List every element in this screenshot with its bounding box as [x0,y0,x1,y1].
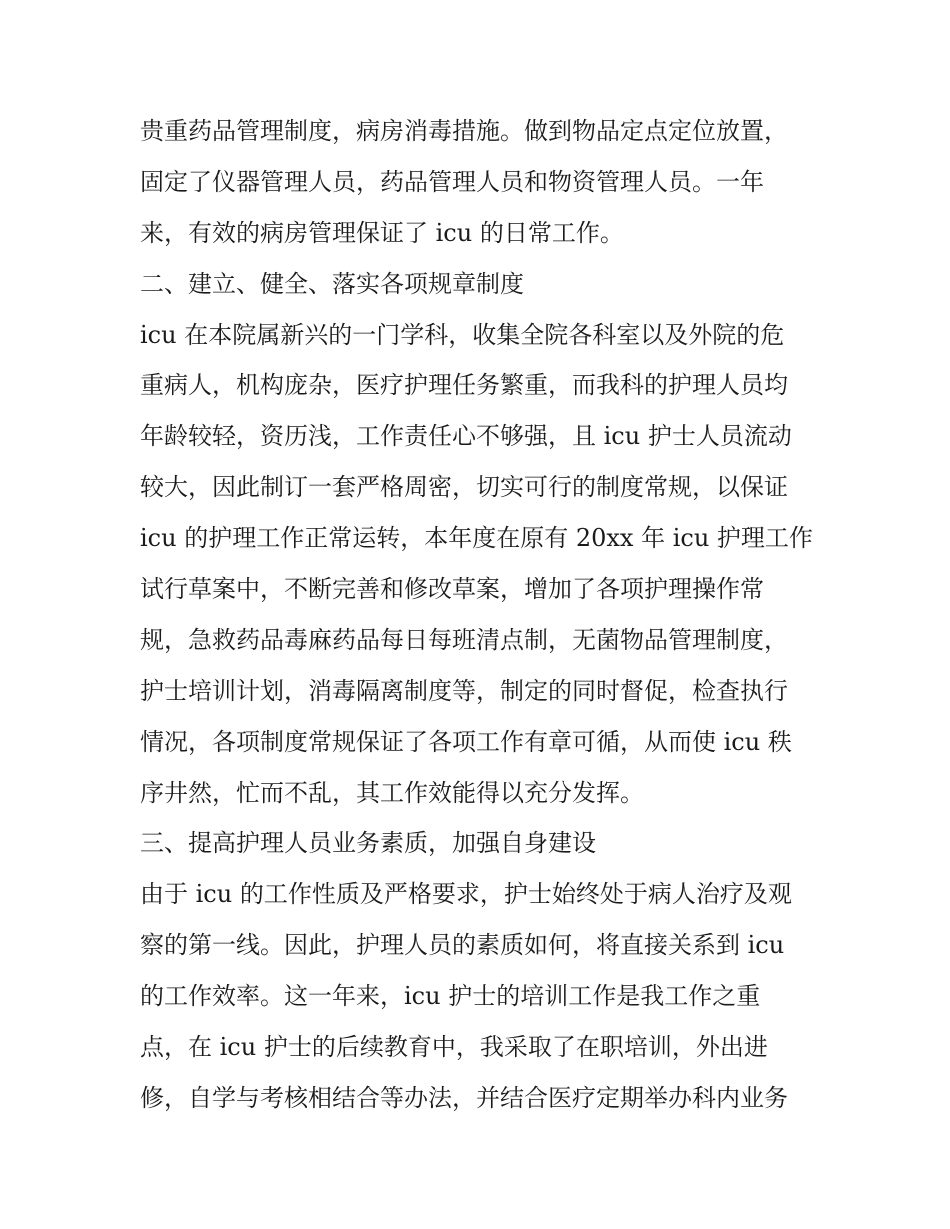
text-line: 的工作效率。这一年来，icu 护士的培训工作是我工作之重 [140,982,761,1011]
section-heading: 二、建立、健全、落实各项规章制度 [140,269,524,298]
text-line: icu 在本院属新兴的一门学科，收集全院各科室以及外院的危 [140,320,785,349]
text-line: 点，在 icu 护士的后续教育中，我采取了在职培训，外出进 [140,1033,768,1062]
text-line: 察的第一线。因此，护理人员的素质如何，将直接关系到 icu [140,931,785,960]
text-line: 贵重药品管理制度，病房消毒措施。做到物品定点定位放置， [140,117,788,145]
text-line: 来，有效的病房管理保证了 icu 的日常工作。 [140,218,624,247]
text-line: 修，自学与考核相结合等办法，并结合医疗定期举办科内业务 [140,1083,788,1112]
section-heading: 三、提高护理人员业务素质，加强自身建设 [140,829,596,858]
text-line: 试行草案中，不断完善和修改草案，增加了各项护理操作常 [140,575,764,604]
text-line: 重病人，机构庞杂，医疗护理任务繁重，而我科的护理人员均 [140,371,788,400]
text-line: 较大，因此制订一套严格周密，切实可行的制度常规，以保证 [140,473,788,502]
text-line: 由于 icu 的工作性质及严格要求，护士始终处于病人治疗及观 [140,880,792,909]
text-line: 规，急救药品毒麻药品每日每班清点制，无菌物品管理制度， [140,625,788,654]
document-body [140,106,820,1124]
text-line: 护士培训计划，消毒隔离制度等，制定的同时督促，检查执行 [140,676,788,705]
text-line: icu 的护理工作正常运转，本年度在原有 20xx 年 icu 护理工作 [140,524,813,553]
text-line: 情况，各项制度常规保证了各项工作有章可循，从而使 icu 秩 [140,727,792,756]
text-line: 固定了仪器管理人员，药品管理人员和物资管理人员。一年 [140,167,764,196]
text-line: 序井然，忙而不乱，其工作效能得以充分发挥。 [140,778,644,807]
text-line: 年龄较轻，资历浅，工作责任心不够强，且 icu 护士人员流动 [140,422,792,451]
